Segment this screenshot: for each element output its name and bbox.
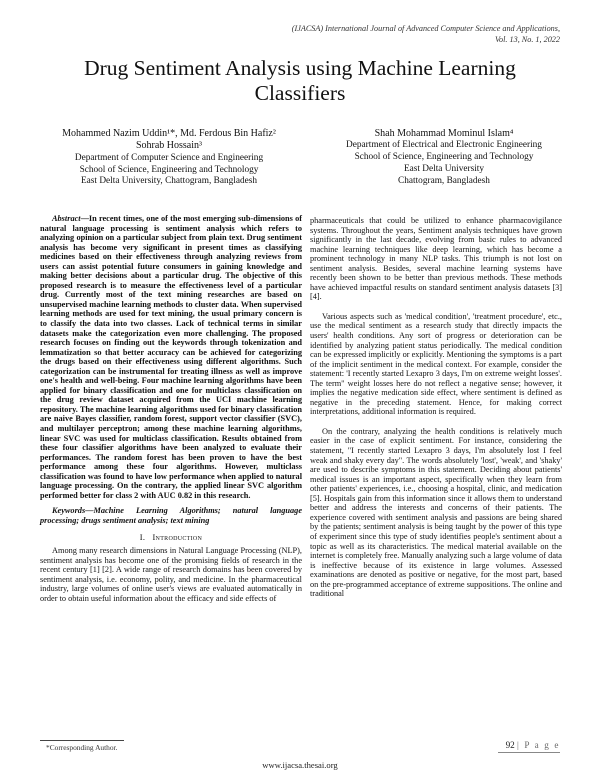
footer-url: www.ijacsa.thesai.org [262,760,338,770]
section-numeral: I. [139,532,146,542]
author-university: East Delta University [403,164,485,174]
paper-title: Drug Sentiment Analysis using Machine Learning Classifiers [84,56,516,105]
abstract-text: —In recent times, one of the most emerging sub-dimensions of natural language processing is sentiment analysis which refers to analyzing opinion on a particular subject from plain text. Drug sentiment analysis has become very significant in present times as classifying medicines based on their effectiveness through analyzing reviews from users can assist potential future consumers in gaining knowledge and making better decisions about a particular drug. The objective of this proposed research is to measure the effectiveness level of a particular drug. Currently most of the text mining researches are based on unsupervised machine learning methods to cluster data. When supervised learning methods are used for text mining, the usual primary concern is to classify the data into two classes. Lack of technical terms in similar datasets make the categorization even more challenging. The proposed research focuses on finding out the keywords through tokenization and lemmatization so that better accuracy can be achieved for categorizing the drugs based on their effectiveness using different algorithms. Such categorization can be instrumental for treating illness as well as improve one's health and well-being. Four machine learning algorithms have been applied for binary classification and one for multiclass classification on the drug review dataset acquired from the UCI machine learning repository. The machine learning algorithms used for binary classification are naive Bayes classifier, random forest, support vector classifier (SVC), and multilayer perceptron; among these machine learning algorithms, linear SVC was used for multiclass classification. Results obtained from these four classifier algorithms have been analyzed to evaluate their performances. The random forest has been proven to have the best performance among these four algorithms. However, multiclass classification was found to have low performance when applied to natural language processing. On the contrary, the applied linear SVC algorithm performed better for class 2 with AUC 0.82 in this research. [40,214,302,500]
author-school: School of Science, Engineering and Technology [79,164,259,175]
journal-volume: Vol. 13, No. 1, 2022 [494,34,560,44]
footnote-divider [40,740,124,741]
abstract [40,214,302,500]
author-name: Shah Mohammad Mominul Islam⁴ [374,128,514,139]
author-department: Department of Electrical and Electronic Engineering [346,140,542,151]
author-department: Department of Computer Science and Engineering [74,152,264,163]
section-heading-introduction [40,533,302,543]
journal-name: (IJACSA) International Journal of Advanced Computer Science and Applications, [291,24,560,33]
author-city: Chattogram, Bangladesh [398,175,490,186]
section-title: Introduction [152,532,203,542]
page-number-value: 92 [505,740,515,750]
footnote: *Corresponding Author. [46,743,118,752]
page-label: | P a g e [517,740,560,750]
intro-paragraph: Among many research dimensions in Natural Language Processing (NLP), sentiment analysis has become one of the promising fields of research in the recent century [1] [2]. A wide range of research domains has been covered by sentiment analysis, i.e. economy, polity, and medicine. In the pharmaceutical industry, large volumes of online user's views are evaluated automatically in order to obtain useful information about the efficacy and side effects of [40,546,302,603]
right-column [310,216,562,599]
body-paragraph: On the contrary, analyzing the health conditions is relatively much easier in the case of explicit sentiment. For instance, considering the statement, "I recently started Lexapro 3 days, I'm absolutely lost I feel weak and shaky every day". The words absolutely 'lost', 'weak', and 'shaky' are used to describe symptoms in this statement. Deciding about patients' medical issues is an important aspect, specifically when they learn from other patients' experiences, i.e., choosing a hospital, clinic, and medication [5]. Hospitals gain from this information since it allows them to understand better and address the interests and concerns of their patients. The experience covered with sentiment analysis and passions are being shared by the patients; sentiment analysis is being taught by the power of this type of experiment since this type of study identifies people's sentiment about a topic as well as its characteristics. The medical material available on the internet is completely free. Manually analyzing such a large volume of data is ineffective because of its existence in large volumes. Assessed examinations are denoted as positive or negative, for the most part, based on the pre-programmed acceptance of extreme suppositions. The online and traditional [310,426,562,599]
page-number-rule [498,752,560,753]
author-university: East Delta University, Chattogram, Bangladesh [81,176,257,187]
journal-header [200,24,560,45]
author-names: Mohammed Nazim Uddin¹*, Md. Ferdous Bin Hafiz² [62,128,276,139]
body-paragraph: Various aspects such as 'medical condition', 'treatment procedure', etc., use the medical sentiment as a research study that directly impacts the users' health conditions. Any sort of progress or deterioration can be identified by analyzing patient status periodically. The medical condition can be expressed implicitly or explicitly. Mentioning the symptoms is a part of the implicit sentiment in the medical context. For example, consider the statement: 'I recently started Lexapro 3 days, I'm on extreme weight losses'. The term" weight losses here do not reflect a negative sense; however, it implies the negative medication side effect, where sentiment is defined as negative in the preceding statement. Hence, for making correct interpretations, additional information is required. [310,311,563,417]
left-column [40,214,302,603]
keywords: Keywords—Machine Learning Algorithms; natural language processing; drugs sentiment analysis; text mining [40,506,302,525]
page-number [506,740,560,750]
author-school: School of Science, Engineering and Technology [354,152,534,163]
body-paragraph-continued: pharmaceuticals that could be utilized to enhance pharmacovigilance systems. Throughout the years, Sentiment analysis techniques have grown significantly in the last decade, evolving from basic rules to advanced machine learning techniques like deep learning, which has become a prominent technology in many NLP tasks. This triumph is not lost on sentiment analysis. Besides, several machine learning systems have recently been shown to be better than previous methods. These methods have achieved impactful results on standard sentiment analysis datasets [3] [4]. [310,216,562,302]
author-block-right [316,128,572,188]
author-names-cont: Sohrab Hossain³ [135,140,203,152]
abstract-label: Abstract [52,214,81,223]
author-block-left [28,128,310,188]
